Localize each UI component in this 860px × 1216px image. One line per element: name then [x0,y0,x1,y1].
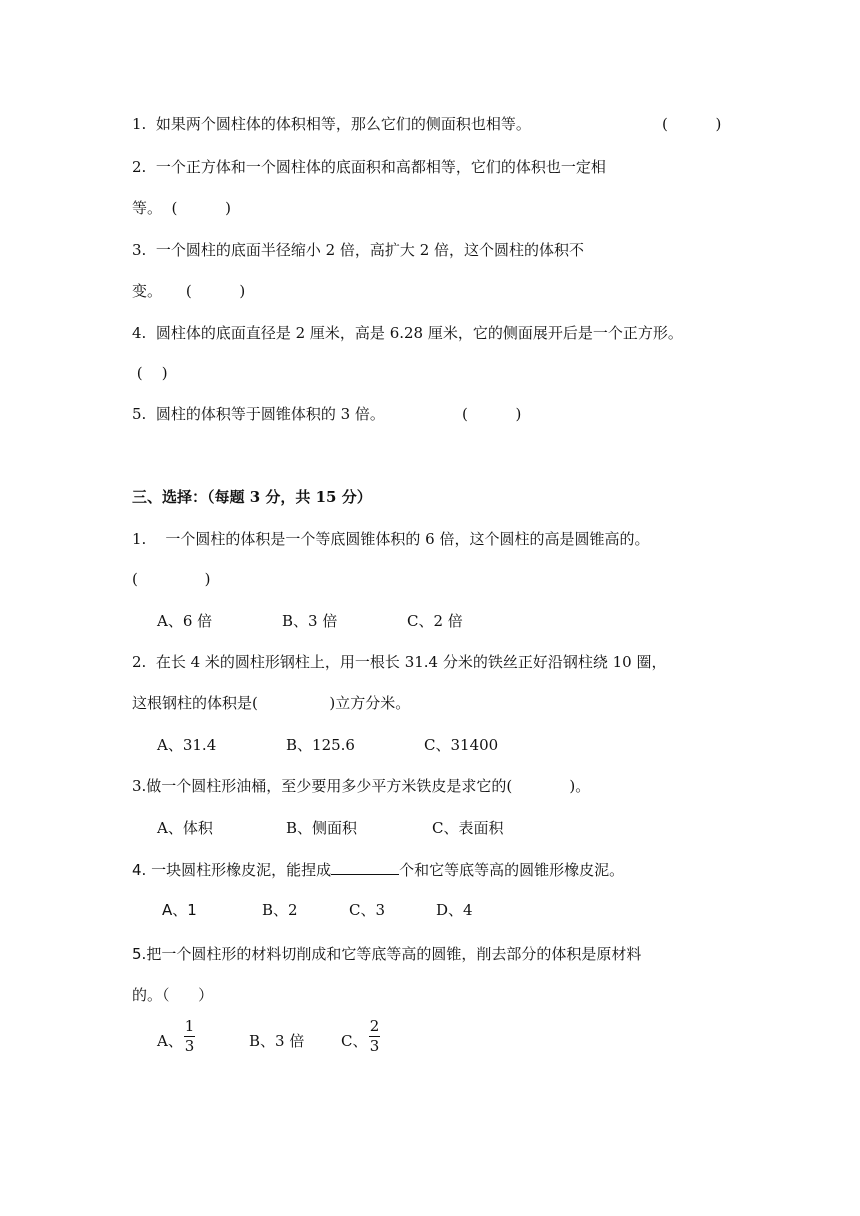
choice-q3-option-c: C、表面积 [432,819,504,837]
choice-q4-option-b: B、2 [262,901,298,919]
choice-q4-number: 4. [132,861,147,879]
choice-q2-line2: 这根钢柱的体积是( )立方分米。 [132,694,411,712]
choice-q5-number: 5. [132,945,147,963]
choice-q2-option-b: B、125.6 [286,736,355,754]
choice-q4-text-before: 一块圆柱形橡皮泥，能捏成 [151,861,332,879]
fraction-numerator: 1 [184,1017,195,1035]
judge-q2-line1: 2. 一个正方体和一个圆柱体的底面积和高都相等，它们的体积也一定相 [132,158,606,176]
judge-q5-paren: ( ) [462,405,522,423]
section3-heading: 三、选择：（每题 3 分，共 15 分） [132,488,372,506]
choice-q4-text-after: 个和它等底等高的圆锥形橡皮泥。 [399,861,625,879]
choice-q4-blank [331,860,399,875]
choice-q2-option-a: A、31.4 [157,736,217,754]
judge-q3-line1: 3. 一个圆柱的底面半径缩小 2 倍，高扩大 2 倍，这个圆柱的体积不 [132,241,585,259]
judge-q1-text: 1. 如果两个圆柱体的体积相等，那么它们的侧面积也相等。 [132,115,531,133]
choice-q2-line1: 2. 在长 4 米的圆柱形钢柱上，用一根长 31.4 分米的铁丝正好沿钢柱绕 10 圈， [132,653,667,671]
choice-q1-option-c: C、2 倍 [407,612,463,630]
fraction-denominator: 3 [184,1037,195,1055]
choice-q5-option-c-fraction [369,1018,380,1055]
choice-q5-option-a-fraction [184,1018,195,1055]
choice-q4-option-d: D、4 [436,901,473,919]
fraction-denominator: 3 [369,1037,380,1055]
choice-q3-option-a: A、体积 [157,819,213,837]
judge-q1-paren: ( ) [662,115,722,133]
choice-q5-line2: 的。（ ） [132,986,214,1004]
choice-q5-text: 把一个圆柱形的材料切削成和它等底等高的圆锥，削去部分的体积是原材料 [146,945,642,963]
fraction-numerator: 2 [369,1017,380,1035]
judge-q5-text: 5. 圆柱的体积等于圆锥体积的 3 倍。 [132,405,385,423]
choice-q3-option-b: B、侧面积 [286,819,358,837]
choice-q4-option-a: A、1 [162,901,197,919]
choice-q4-line [132,860,624,880]
choice-q1-option-a: A、6 倍 [157,612,213,630]
judge-q2-line2: 等。 ( ) [132,199,231,217]
choice-q1-line2: ( ) [132,570,211,588]
choice-q4-option-c: C、3 [349,901,386,919]
choice-q5-line1 [132,944,641,964]
choice-q2-option-c: C、31400 [424,736,499,754]
judge-q4-line2: ( ) [132,364,168,382]
judge-q4-line1: 4. 圆柱体的底面直径是 2 厘米，高是 6.28 厘米，它的侧面展开后是一个正方形。 [132,324,683,342]
choice-q5-option-b: B、3 倍 [249,1032,305,1050]
judge-q3-line2: 变。 ( ) [132,282,246,300]
choice-q1-line1: 1. 一个圆柱的体积是一个等底圆锥体积的 6 倍，这个圆柱的高是圆锥高的。 [132,530,650,548]
choice-q5-option-a-label: A、 [157,1032,183,1050]
choice-q5-option-c-label: C、 [341,1032,368,1050]
choice-q1-option-b: B、3 倍 [282,612,338,630]
choice-q3-line1: 3.做一个圆柱形油桶，至少要用多少平方米铁皮是求它的( )。 [132,777,591,795]
